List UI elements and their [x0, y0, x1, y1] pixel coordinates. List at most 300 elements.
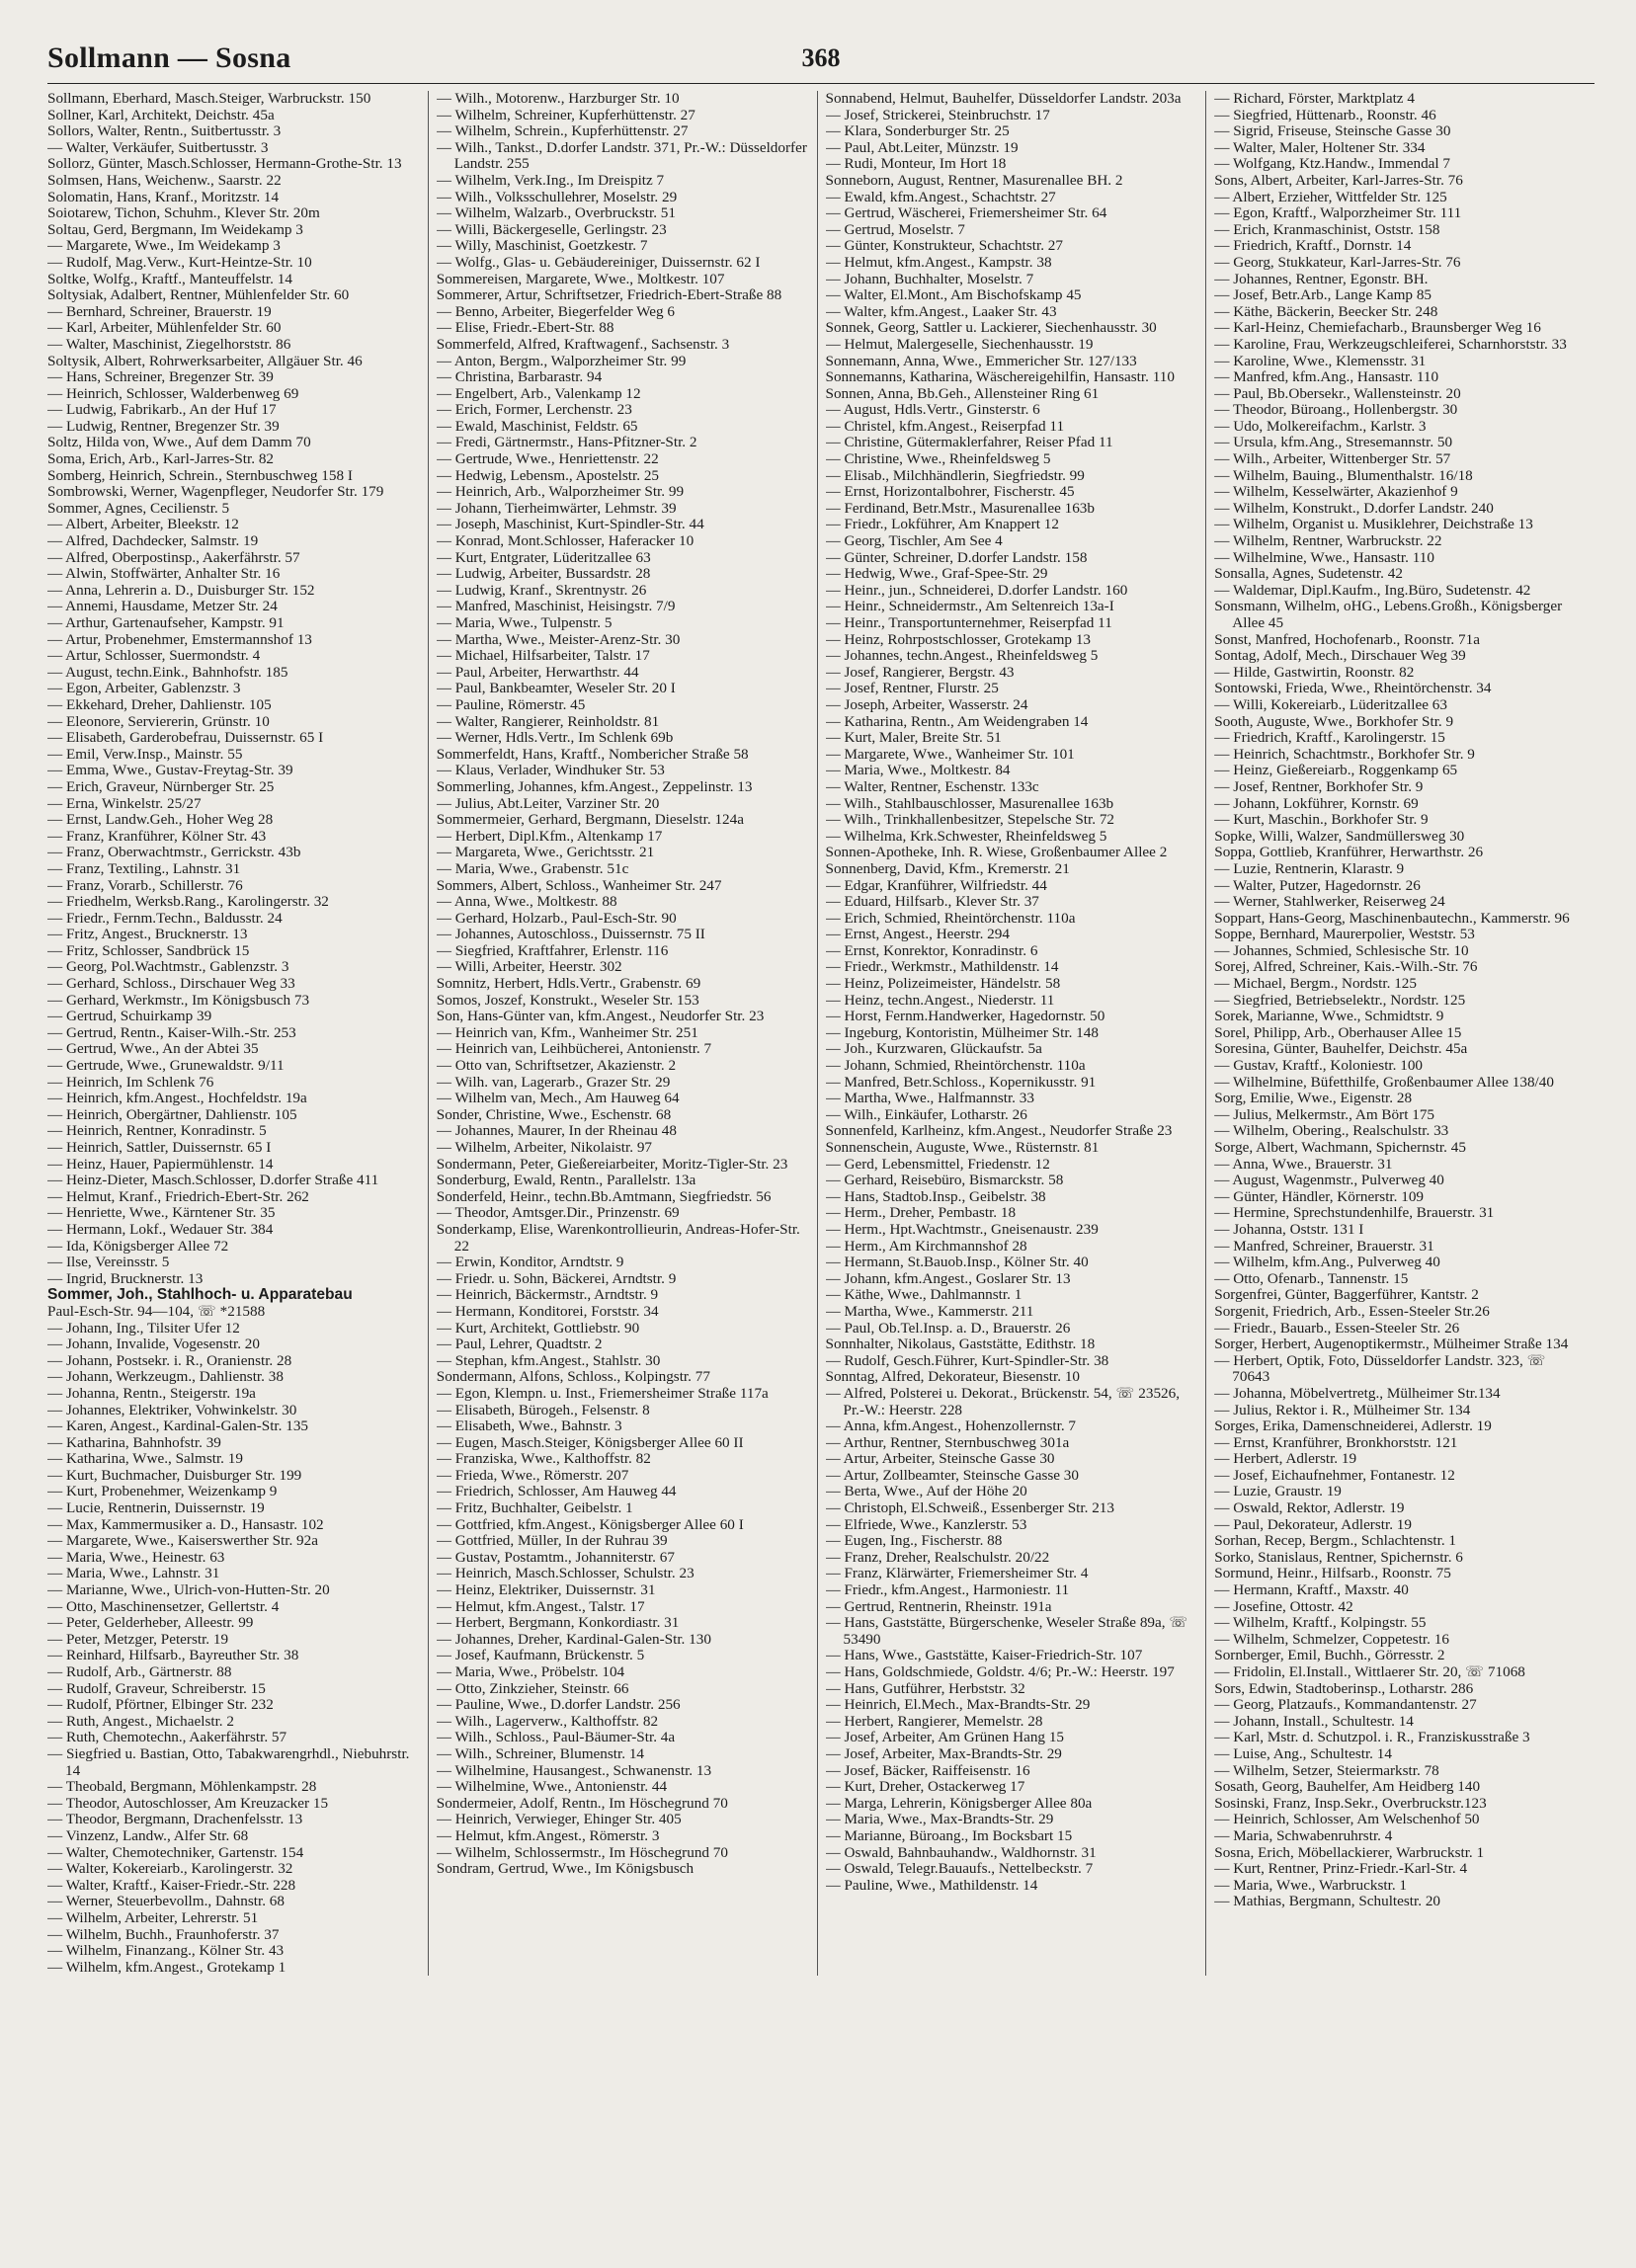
directory-entry: — Hedwig, Lebensm., Apostelstr. 25: [436, 467, 660, 484]
directory-entry: — Wilhelm, Schreiner, Kupferhüttenstr. 27: [436, 107, 695, 123]
directory-entry: — Hermann, Konditorei, Forststr. 34: [436, 1303, 659, 1320]
directory-entry: — Josef, Bäcker, Raiffeisenstr. 16: [825, 1762, 1030, 1779]
page-header: [47, 38, 1595, 84]
directory-entry: — Karoline, Frau, Werkzeugschleiferei, Scharnhorststr. 33: [1214, 336, 1567, 353]
column-1: [47, 91, 428, 1976]
directory-entry: Sollorz, Günter, Masch.Schlosser, Hermann-Grothe-Str. 13: [47, 156, 402, 173]
directory-entry: — Pauline, Römerstr. 45: [436, 696, 586, 713]
directory-entry: Sorgenfrei, Günter, Baggerführer, Kantstr. 2: [1214, 1287, 1479, 1304]
directory-entry: — Erich, Graveur, Nürnberger Str. 25: [47, 778, 275, 795]
directory-entry: — Ferdinand, Betr.Mstr., Masurenallee 163b: [825, 500, 1095, 517]
directory-entry: — Artur, Schlosser, Suermondstr. 4: [47, 648, 261, 665]
directory-entry: Sorges, Erika, Damenschneiderei, Adlerstr. 19: [1214, 1418, 1492, 1435]
directory-entry: — Elisabeth, Garderobefrau, Duissernstr. 65 I: [47, 730, 324, 747]
directory-entry: Sommerfeldt, Hans, Kraftf., Nombericher Straße 58: [436, 746, 749, 763]
directory-entry: Sooth, Auguste, Wwe., Borkhofer Str. 9: [1214, 713, 1454, 730]
directory-entry: — Josef, Eichaufnehmer, Fontanestr. 12: [1214, 1467, 1455, 1484]
directory-entry: — Heinr., jun., Schneiderei, D.dorfer Landstr. 160: [825, 582, 1128, 599]
directory-entry: — Erich, Former, Lerchenstr. 23: [436, 402, 632, 419]
directory-entry: — Gottfried, kfm.Angest., Königsberger Allee 60 I: [436, 1516, 744, 1533]
directory-entry: — Julius, Rektor i. R., Mülheimer Str. 134: [1214, 1402, 1471, 1418]
directory-entry: — Otto van, Schriftsetzer, Akazienstr. 2: [436, 1058, 677, 1075]
directory-entry: — Rudolf, Arb., Gärtnerstr. 88: [47, 1664, 232, 1680]
directory-entry: — Johann, kfm.Angest., Goslarer Str. 13: [825, 1270, 1071, 1287]
directory-entry: — Paul, Arbeiter, Herwarthstr. 44: [436, 664, 639, 681]
directory-entry: — Günter, Händler, Körnerstr. 109: [1214, 1188, 1425, 1205]
directory-entry: — Günter, Schreiner, D.dorfer Landstr. 158: [825, 549, 1088, 566]
directory-entry: — Joh., Kurzwaren, Glückaufstr. 5a: [825, 1041, 1042, 1058]
directory-entry: — Johann, Invalide, Vogesenstr. 20: [47, 1336, 260, 1353]
directory-entry: Sorgenit, Friedrich, Arb., Essen-Steeler Str.26: [1214, 1303, 1490, 1320]
directory-entry: — Oswald, Bahnbauhandw., Waldhornstr. 31: [825, 1844, 1097, 1861]
directory-entry: — Helmut, Kranf., Friedrich-Ebert-Str. 262: [47, 1188, 309, 1205]
directory-entry: — Marianne, Büroang., Im Bocksbart 15: [825, 1827, 1073, 1844]
directory-entry: — Arthur, Gartenaufseher, Kampstr. 91: [47, 615, 285, 631]
directory-entry: — Josef, Kaufmann, Brückenstr. 5: [436, 1648, 645, 1664]
directory-entry: — Egon, Kraftf., Walporzheimer Str. 111: [1214, 205, 1462, 222]
directory-entry: — Ludwig, Arbeiter, Bussardstr. 28: [436, 566, 651, 583]
directory-entry: — Wilhelm, Kesselwärter, Akazienhof 9: [1214, 484, 1458, 501]
directory-entry: — Johann, Install., Schultestr. 14: [1214, 1713, 1414, 1730]
directory-entry: — Kurt, Probenehmer, Weizenkamp 9: [47, 1484, 278, 1500]
directory-entry: Sommerfeld, Alfred, Kraftwagenf., Sachsenstr. 3: [436, 336, 730, 353]
directory-entry: — Luzie, Rentnerin, Klarastr. 9: [1214, 860, 1405, 877]
directory-entry: — Herbert, Rangierer, Memelstr. 28: [825, 1713, 1043, 1730]
directory-entry: — Helmut, kfm.Angest., Talstr. 17: [436, 1598, 645, 1615]
directory-entry: — Heinrich, Obergärtner, Dahlienstr. 105: [47, 1106, 297, 1123]
directory-entry: — Kurt, Rentner, Prinz-Friedr.-Karl-Str. 4: [1214, 1861, 1468, 1878]
directory-entry: Sondermann, Alfons, Schloss., Kolpingstr. 77: [436, 1369, 710, 1386]
directory-entry: — Rudi, Monteur, Im Hort 18: [825, 156, 1007, 173]
directory-entry: — Albert, Arbeiter, Bleekstr. 12: [47, 517, 239, 533]
directory-entry: — Henriette, Wwe., Kärntener Str. 35: [47, 1205, 276, 1222]
directory-entry: — Hans, Wwe., Gaststätte, Kaiser-Friedrich-Str. 107: [825, 1648, 1143, 1664]
directory-entry: — Heinrich, Schlosser, Am Welschenhof 50: [1214, 1812, 1480, 1828]
directory-entry: — Johanna, Oststr. 131 I: [1214, 1221, 1364, 1238]
directory-entry: — Heinrich, Im Schlenk 76: [47, 1074, 214, 1091]
directory-entry: — Johann, Buchhalter, Moselstr. 7: [825, 271, 1034, 287]
directory-entry: Sopke, Willi, Walzer, Sandmüllersweg 30: [1214, 828, 1465, 845]
directory-entry: — Peter, Metzger, Peterstr. 19: [47, 1631, 229, 1648]
directory-entry: Sonder, Christine, Wwe., Eschenstr. 68: [436, 1106, 672, 1123]
directory-entry: — Gertrud, Wäscherei, Friemersheimer Str. 64: [825, 205, 1107, 222]
directory-entry: — Anna, Lehrerin a. D., Duisburger Str. 152: [47, 582, 315, 599]
directory-entry: — Rudolf, Gesch.Führer, Kurt-Spindler-Str. 38: [825, 1352, 1109, 1369]
directory-entry: Sonnenschein, Auguste, Wwe., Rüsternstr. 81: [825, 1140, 1100, 1156]
directory-entry: — Theodor, Amtsger.Dir., Prinzenstr. 69: [436, 1205, 680, 1222]
directory-entry: — Alfred, Dachdecker, Salmstr. 19: [47, 533, 259, 550]
directory-columns: [47, 91, 1595, 1976]
directory-entry: — Marianne, Wwe., Ulrich-von-Hutten-Str. 20: [47, 1582, 330, 1599]
directory-entry: — Erwin, Konditor, Arndtstr. 9: [436, 1255, 624, 1271]
directory-entry: — Heinz, Elektriker, Duissernstr. 31: [436, 1582, 656, 1599]
directory-entry: — Artur, Probenehmer, Emstermannshof 13: [47, 631, 312, 648]
directory-entry: — Pauline, Wwe., Mathildenstr. 14: [825, 1877, 1038, 1894]
directory-entry: — Michael, Bergm., Nordstr. 125: [1214, 976, 1417, 993]
directory-entry: Sommereisen, Margarete, Wwe., Moltkestr. 107: [436, 271, 725, 287]
directory-entry: Paul-Esch-Str. 94—104, ☏ *21588: [47, 1303, 266, 1320]
directory-entry: — Martha, Wwe., Meister-Arenz-Str. 30: [436, 631, 681, 648]
directory-entry: — Eduard, Hilfsarb., Klever Str. 37: [825, 894, 1039, 911]
directory-entry: — Helmut, kfm.Angest., Kampstr. 38: [825, 254, 1052, 271]
directory-entry: — Willi, Bäckergeselle, Gerlingstr. 23: [436, 221, 667, 238]
directory-entry: Soppart, Hans-Georg, Maschinenbautechn., Kammerstr. 96: [1214, 910, 1570, 927]
directory-entry: Somos, Joszef, Konstrukt., Weseler Str. 153: [436, 992, 699, 1009]
directory-entry: — Udo, Molkereifachm., Karlstr. 3: [1214, 418, 1427, 435]
directory-entry: — Gerd, Lebensmittel, Friedenstr. 12: [825, 1156, 1050, 1173]
directory-entry: — Manfred, Betr.Schloss., Kopernikusstr. 91: [825, 1074, 1097, 1091]
directory-entry: — Theodor, Autoschlosser, Am Kreuzacker 15: [47, 1795, 329, 1812]
directory-entry: — Emma, Wwe., Gustav-Freytag-Str. 39: [47, 763, 293, 779]
directory-entry: — Hans, Stadtob.Insp., Geibelstr. 38: [825, 1188, 1046, 1205]
directory-entry: — Wilhelmine, Wwe., Hansastr. 110: [1214, 549, 1434, 566]
directory-entry: — Elisab., Milchhändlerin, Siegfriedstr. 99: [825, 467, 1085, 484]
directory-entry: — Friedr. u. Sohn, Bäckerei, Arndtstr. 9: [436, 1270, 677, 1287]
directory-entry: — Hans, Goldschmiede, Goldstr. 4/6; Pr.-W.: Heerstr. 197: [825, 1664, 1175, 1680]
directory-entry: — Heinr., Schneidermstr., Am Seltenreich 13a-I: [825, 599, 1114, 615]
directory-entry: — Benno, Arbeiter, Biegerfelder Weg 6: [436, 303, 675, 320]
directory-entry: — Ewald, kfm.Angest., Schachtstr. 27: [825, 189, 1056, 205]
directory-entry: — Siegfried, Kraftfahrer, Erlenstr. 116: [436, 942, 669, 959]
directory-entry: — Wilhelmine, Hausangest., Schwanenstr. 13: [436, 1762, 712, 1779]
directory-entry: — Anna, Wwe., Brauerstr. 31: [1214, 1156, 1393, 1173]
directory-entry: — Josef, Arbeiter, Max-Brandts-Str. 29: [825, 1745, 1062, 1762]
column-4: [1205, 91, 1595, 1976]
directory-entry: — Paul, Dekorateur, Adlerstr. 19: [1214, 1516, 1412, 1533]
directory-entry: — Johann, Tierheimwärter, Lehmstr. 39: [436, 500, 677, 517]
column-3: [817, 91, 1206, 1976]
directory-entry: — Wolfg., Glas- u. Gebäudereiniger, Duissernstr. 62 I: [436, 254, 761, 271]
directory-entry: — Oswald, Telegr.Bauaufs., Nettelbeckstr. 7: [825, 1861, 1094, 1878]
directory-entry: — Herm., Dreher, Pembastr. 18: [825, 1205, 1017, 1222]
directory-entry: — Fridolin, El.Install., Wittlaerer Str. 20, ☏ 71068: [1214, 1664, 1525, 1680]
directory-entry: — Günter, Konstrukteur, Schachtstr. 27: [825, 238, 1063, 255]
directory-entry: — Eleonore, Serviererin, Grünstr. 10: [47, 713, 270, 730]
directory-entry: — Hans, Gaststätte, Bürgerschenke, Weseler Straße 89a, ☏ 53490: [825, 1615, 1188, 1648]
directory-entry: — Walter, Putzer, Hagedornstr. 26: [1214, 877, 1421, 894]
directory-entry: — Theobald, Bergmann, Möhlenkampstr. 28: [47, 1779, 317, 1796]
directory-entry: — Wilhelm, kfm.Angest., Grotekamp 1: [47, 1959, 286, 1976]
directory-entry: — Reinhard, Hilfsarb., Bayreuther Str. 38: [47, 1648, 299, 1664]
directory-entry: Sondram, Gertrud, Wwe., Im Königsbusch: [436, 1861, 695, 1878]
directory-entry: — Fredi, Gärtnermstr., Hans-Pfitzner-Str. 2: [436, 435, 697, 451]
directory-entry: — Alwin, Stoffwärter, Anhalter Str. 16: [47, 566, 281, 583]
directory-entry: — Christine, Gütermaklerfahrer, Reiser Pfad 11: [825, 435, 1113, 451]
directory-entry: — Wilh., Arbeiter, Wittenberger Str. 57: [1214, 451, 1451, 468]
directory-entry: — Waldemar, Dipl.Kaufm., Ing.Büro, Sudetenstr. 42: [1214, 582, 1531, 599]
directory-entry: — Wilhelm, Schrein., Kupferhüttenstr. 27: [436, 123, 689, 140]
directory-entry: — Maria, Wwe., Grabenstr. 51c: [436, 860, 629, 877]
directory-entry: — August, Wagenmstr., Pulverweg 40: [1214, 1173, 1444, 1189]
directory-entry: — Heinrich, Bäckermstr., Arndtstr. 9: [436, 1287, 659, 1304]
directory-entry: — Friedrich, Kraftf., Dornstr. 14: [1214, 238, 1412, 255]
directory-entry: — Friedhelm, Werksb.Rang., Karolingerstr. 32: [47, 894, 329, 911]
directory-entry: — Heinr., Transportunternehmer, Reiserpfad 11: [825, 615, 1112, 631]
directory-entry: — Ludwig, Fabrikarb., An der Huf 17: [47, 402, 277, 419]
directory-entry: — Walter, Chemotechniker, Gartenstr. 154: [47, 1844, 304, 1861]
directory-entry: — Wilh., Tankst., D.dorfer Landstr. 371, Pr.-W.: Düsseldorfer Landstr. 255: [436, 139, 807, 173]
directory-entry: Soltysik, Albert, Rohrwerksarbeiter, Allgäuer Str. 46: [47, 353, 363, 369]
directory-entry: — Katharina, Rentn., Am Weidengraben 14: [825, 713, 1089, 730]
directory-entry: — Paul, Ob.Tel.Insp. a. D., Brauerstr. 26: [825, 1320, 1071, 1336]
directory-entry: Soltau, Gerd, Bergmann, Im Weidekamp 3: [47, 221, 303, 238]
directory-entry: — Paul, Lehrer, Quadtstr. 2: [436, 1336, 603, 1353]
directory-entry: Sonnek, Georg, Sattler u. Lackierer, Siechenhausstr. 30: [825, 320, 1157, 337]
directory-entry: — Heinrich, Masch.Schlosser, Schulstr. 23: [436, 1566, 695, 1582]
directory-entry: — Artur, Arbeiter, Steinsche Gasse 30: [825, 1451, 1055, 1468]
directory-entry: — Friedrich, Kraftf., Karolingerstr. 15: [1214, 730, 1445, 747]
directory-entry: — Gertrude, Wwe., Henriettenstr. 22: [436, 451, 659, 468]
directory-entry: — Siegfried, Betriebselektr., Nordstr. 125: [1214, 992, 1466, 1009]
directory-entry: — Alfred, Polsterei u. Dekorat., Brückenstr. 54, ☏ 23526, Pr.-W.: Heerstr. 228: [825, 1385, 1181, 1418]
directory-entry: — Wilh., Trinkhallenbesitzer, Stepelsche Str. 72: [825, 812, 1115, 829]
directory-entry: — Walter, Maschinist, Ziegelhorststr. 86: [47, 336, 291, 353]
directory-entry: — Berta, Wwe., Auf der Höhe 20: [825, 1484, 1027, 1500]
directory-entry: — Wilh., Einkäufer, Lotharstr. 26: [825, 1106, 1027, 1123]
directory-entry: — Josef, Betr.Arb., Lange Kamp 85: [1214, 287, 1432, 304]
directory-entry: Sons, Albert, Arbeiter, Karl-Jarres-Str. 76: [1214, 172, 1463, 189]
directory-entry: — Wilhelm, Rentner, Warbruckstr. 22: [1214, 533, 1442, 550]
directory-entry: Sommer, Joh., Stahlhoch- u. Apparatebau: [47, 1287, 353, 1304]
directory-entry: — Eugen, Masch.Steiger, Königsberger Allee 60 II: [436, 1434, 744, 1451]
directory-entry: — Katharina, Bahnhofstr. 39: [47, 1434, 221, 1451]
directory-entry: — Maria, Wwe., Heinestr. 63: [47, 1549, 225, 1566]
directory-entry: — Oswald, Rektor, Adlerstr. 19: [1214, 1500, 1405, 1517]
directory-entry: — Ernst, Angest., Heerstr. 294: [825, 927, 1010, 943]
directory-entry: — Martha, Wwe., Kammerstr. 211: [825, 1303, 1034, 1320]
directory-entry: Sorger, Herbert, Augenoptikermstr., Mülheimer Straße 134: [1214, 1336, 1569, 1353]
directory-entry: Sondermeier, Adolf, Rentn., Im Höschegrund 70: [436, 1795, 728, 1812]
directory-entry: Sommerer, Artur, Schriftsetzer, Friedrich-Ebert-Straße 88: [436, 287, 782, 304]
directory-entry: — Wilhelm, Walzarb., Overbruckstr. 51: [436, 205, 676, 222]
directory-entry: Solmsen, Hans, Weichenw., Saarstr. 22: [47, 172, 282, 189]
directory-entry: — Walter, Kraftf., Kaiser-Friedr.-Str. 228: [47, 1877, 296, 1894]
directory-entry: — Maria, Wwe., Moltkestr. 84: [825, 763, 1011, 779]
directory-entry: Sommers, Albert, Schloss., Wanheimer Str. 247: [436, 877, 722, 894]
directory-entry: Sonderkamp, Elise, Warenkontrollieurin, Andreas-Hofer-Str. 22: [436, 1221, 800, 1255]
directory-entry: Somnitz, Herbert, Hdls.Vertr., Grabenstr. 69: [436, 976, 701, 993]
directory-entry: — Herm., Hpt.Wachtmstr., Gneisenaustr. 239: [825, 1221, 1099, 1238]
directory-entry: — Johann, Schmied, Rheintörchenstr. 110a: [825, 1058, 1086, 1075]
directory-entry: — Georg, Stukkateur, Karl-Jarres-Str. 76: [1214, 254, 1461, 271]
directory-entry: — Friedrich, Schlosser, Am Hauweg 44: [436, 1484, 677, 1500]
directory-entry: — Mathias, Bergmann, Schultestr. 20: [1214, 1894, 1441, 1910]
directory-entry: Sornberger, Emil, Buchh., Görresstr. 2: [1214, 1648, 1445, 1664]
directory-entry: — Klaus, Verlader, Windhuker Str. 53: [436, 763, 665, 779]
directory-entry: — Wilh., Schloss., Paul-Bäumer-Str. 4a: [436, 1730, 676, 1746]
directory-entry: — Gerhard, Reisebüro, Bismarckstr. 58: [825, 1173, 1064, 1189]
directory-entry: — Marga, Lehrerin, Königsberger Allee 80a: [825, 1795, 1093, 1812]
directory-entry: — Maria, Schwabenruhrstr. 4: [1214, 1827, 1393, 1844]
directory-entry: — Karen, Angest., Kardinal-Galen-Str. 135: [47, 1418, 309, 1435]
directory-entry: — Erich, Schmied, Rheintörchenstr. 110a: [825, 910, 1076, 927]
directory-entry: Sombrowski, Werner, Wagenpfleger, Neudorfer Str. 179: [47, 484, 384, 501]
directory-entry: — Heinrich, Rentner, Konradinstr. 5: [47, 1123, 267, 1140]
directory-entry: — Willi, Kokereiarb., Lüderitzallee 63: [1214, 696, 1447, 713]
directory-entry: — Konrad, Mont.Schlosser, Haferacker 10: [436, 533, 695, 550]
directory-entry: — Walter, Rentner, Eschenstr. 133c: [825, 778, 1039, 795]
directory-entry: Sonnhalter, Nikolaus, Gaststätte, Edithstr. 18: [825, 1336, 1096, 1353]
directory-entry: — Johannes, Rentner, Egonstr. BH.: [1214, 271, 1429, 287]
directory-entry: — Annemi, Hausdame, Metzer Str. 24: [47, 599, 278, 615]
directory-entry: — Hedwig, Wwe., Graf-Spee-Str. 29: [825, 566, 1048, 583]
directory-entry: — Elisabeth, Bürogeh., Felsenstr. 8: [436, 1402, 650, 1418]
directory-entry: Sonnenberg, David, Kfm., Kremerstr. 21: [825, 860, 1070, 877]
directory-entry: — Ludwig, Kranf., Skrentnystr. 26: [436, 582, 647, 599]
directory-entry: Sollmann, Eberhard, Masch.Steiger, Warbruckstr. 150: [47, 91, 371, 107]
directory-entry: — Eugen, Ing., Fischerstr. 88: [825, 1533, 1003, 1550]
directory-entry: Sorek, Marianne, Wwe., Schmidtstr. 9: [1214, 1009, 1444, 1025]
directory-entry: — Karl, Mstr. d. Schutzpol. i. R., Franziskusstraße 3: [1214, 1730, 1530, 1746]
directory-entry: — Wilh. van, Lagerarb., Grazer Str. 29: [436, 1074, 671, 1091]
directory-entry: — Walter, Maler, Holtener Str. 334: [1214, 139, 1426, 156]
directory-entry: — Friedr., Werkmstr., Mathildenstr. 14: [825, 959, 1059, 976]
directory-entry: — Kurt, Dreher, Ostackerweg 17: [825, 1779, 1025, 1796]
directory-entry: — Frieda, Wwe., Römerstr. 207: [436, 1467, 629, 1484]
directory-entry: — Walter, Rangierer, Reinholdstr. 81: [436, 713, 660, 730]
directory-entry: — Wilhelm, Verk.Ing., Im Dreispitz 7: [436, 172, 665, 189]
directory-entry: — Heinrich, Verwieger, Ehinger Str. 405: [436, 1812, 682, 1828]
directory-entry: — Heinrich, Schachtmstr., Borkhofer Str. 9: [1214, 746, 1475, 763]
directory-entry: — Heinrich, Sattler, Duissernstr. 65 I: [47, 1140, 272, 1156]
directory-entry: Soltke, Wolfg., Kraftf., Manteuffelstr. 14: [47, 271, 292, 287]
directory-entry: — Engelbert, Arb., Valenkamp 12: [436, 385, 641, 402]
directory-entry: — Klara, Sonderburger Str. 25: [825, 123, 1010, 140]
directory-entry: — Wilhelm, kfm.Ang., Pulverweg 40: [1214, 1255, 1440, 1271]
directory-entry: — Johannes, Elektriker, Vohwinkelstr. 30: [47, 1402, 297, 1418]
directory-entry: Sorel, Philipp, Arb., Oberhauser Allee 15: [1214, 1024, 1462, 1041]
directory-entry: — Max, Kammermusiker a. D., Hansastr. 102: [47, 1516, 324, 1533]
directory-entry: — Wilhelm, Bauing., Blumenthalstr. 16/18: [1214, 467, 1473, 484]
directory-entry: — Wilhelmine, Wwe., Antonienstr. 44: [436, 1779, 668, 1796]
directory-entry: — Ernst, Landw.Geh., Hoher Weg 28: [47, 812, 274, 829]
directory-entry: — Heinrich, El.Mech., Max-Brandts-Str. 29: [825, 1697, 1091, 1714]
directory-entry: — Joseph, Maschinist, Kurt-Spindler-Str. 44: [436, 517, 704, 533]
directory-entry: — Fritz, Schlosser, Sandbrück 15: [47, 942, 250, 959]
directory-entry: — August, Hdls.Vertr., Ginsterstr. 6: [825, 402, 1040, 419]
directory-entry: — Wilh., Volksschullehrer, Moselstr. 29: [436, 189, 678, 205]
directory-entry: — Egon, Arbeiter, Gablenzstr. 3: [47, 681, 241, 697]
directory-entry: — Johanna, Möbelvertretg., Mülheimer Str.134: [1214, 1385, 1501, 1402]
directory-entry: Sonnen, Anna, Bb.Geh., Allensteiner Ring 61: [825, 385, 1100, 402]
directory-entry: — Franz, Oberwachtmstr., Gerrickstr. 43b: [47, 845, 301, 861]
directory-entry: — Joseph, Arbeiter, Wasserstr. 24: [825, 696, 1028, 713]
directory-entry: — Hans, Schreiner, Bregenzer Str. 39: [47, 369, 274, 386]
directory-entry: — Paul, Bankbeamter, Weseler Str. 20 I: [436, 681, 676, 697]
directory-entry: — Wilhelm, Schmelzer, Coppetestr. 16: [1214, 1631, 1449, 1648]
directory-entry: — Albert, Erzieher, Wittfelder Str. 125: [1214, 189, 1447, 205]
directory-entry: — Gertrud, Rentn., Kaiser-Wilh.-Str. 253: [47, 1024, 296, 1041]
directory-entry: — Käthe, Wwe., Dahlmannstr. 1: [825, 1287, 1022, 1304]
directory-entry: — Manfred, Schreiner, Brauerstr. 31: [1214, 1238, 1434, 1255]
directory-entry: — Josef, Rentner, Flurstr. 25: [825, 681, 999, 697]
directory-entry: — Ingeburg, Kontoristin, Mülheimer Str. 148: [825, 1024, 1099, 1041]
directory-entry: — Hermann, St.Bauob.Insp., Kölner Str. 40: [825, 1255, 1089, 1271]
directory-entry: — Käthe, Bäckerin, Beecker Str. 248: [1214, 303, 1438, 320]
directory-entry: — Katharina, Wwe., Salmstr. 19: [47, 1451, 243, 1468]
directory-entry: — Kurt, Buchmacher, Duisburger Str. 199: [47, 1467, 302, 1484]
directory-entry: — Hermann, Lokf., Wedauer Str. 384: [47, 1221, 274, 1238]
directory-entry: Sollner, Karl, Architekt, Deichstr. 45a: [47, 107, 275, 123]
directory-entry: — Gustav, Kraftf., Koloniestr. 100: [1214, 1058, 1424, 1075]
directory-entry: — Kurt, Maler, Breite Str. 51: [825, 730, 1002, 747]
directory-entry: — Walter, kfm.Angest., Laaker Str. 43: [825, 303, 1057, 320]
header-names-range: Sollmann — Sosna: [47, 41, 291, 74]
directory-entry: — Christina, Barbarastr. 94: [436, 369, 603, 386]
directory-entry: Sonnen-Apotheke, Inh. R. Wiese, Großenbaumer Allee 2: [825, 845, 1168, 861]
directory-entry: — Paul, Bb.Obersekr., Wallensteinstr. 20: [1214, 385, 1461, 402]
directory-entry: — Werner, Stahlwerker, Reiserweg 24: [1214, 894, 1445, 911]
directory-entry: — Anna, kfm.Angest., Hohenzollernstr. 7: [825, 1418, 1077, 1435]
directory-entry: — Wilhelmine, Büfetthilfe, Großenbaumer Allee 138/40: [1214, 1074, 1554, 1091]
directory-entry: Sormund, Heinr., Hilfsarb., Roonstr. 75: [1214, 1566, 1451, 1582]
directory-entry: — Ernst, Konrektor, Konradinstr. 6: [825, 942, 1038, 959]
directory-entry: Sonderfeld, Heinr., techn.Bb.Amtmann, Siegfriedstr. 56: [436, 1188, 772, 1205]
directory-entry: — Franz, Dreher, Realschulstr. 20/22: [825, 1549, 1050, 1566]
directory-entry: Sonst, Manfred, Hochofenarb., Roonstr. 71a: [1214, 631, 1480, 648]
directory-entry: Sontag, Adolf, Mech., Dirschauer Weg 39: [1214, 648, 1466, 665]
directory-entry: Sommer, Agnes, Cecilienstr. 5: [47, 500, 230, 517]
directory-entry: — Heinz-Dieter, Masch.Schlosser, D.dorfer Straße 411: [47, 1173, 379, 1189]
directory-entry: — Richard, Förster, Marktplatz 4: [1214, 91, 1415, 107]
directory-entry: — Franz, Textiling., Lahnstr. 31: [47, 860, 241, 877]
directory-entry: — Franz, Kranführer, Kölner Str. 43: [47, 828, 267, 845]
directory-entry: Sonnemann, Anna, Wwe., Emmericher Str. 127/133: [825, 353, 1137, 369]
directory-entry: — Josefine, Ottostr. 42: [1214, 1598, 1353, 1615]
column-2: [428, 91, 817, 1976]
directory-entry: Soltz, Hilda von, Wwe., Auf dem Damm 70: [47, 435, 311, 451]
directory-entry: Sonneborn, August, Rentner, Masurenallee BH. 2: [825, 172, 1123, 189]
directory-entry: — Heinz, Hauer, Papiermühlenstr. 14: [47, 1156, 274, 1173]
directory-entry: — Ida, Königsberger Allee 72: [47, 1238, 229, 1255]
directory-entry: — Elisabeth, Wwe., Bahnstr. 3: [436, 1418, 622, 1435]
directory-entry: — Anna, Wwe., Moltkestr. 88: [436, 894, 617, 911]
directory-entry: Sommermeier, Gerhard, Bergmann, Dieselstr. 124a: [436, 812, 744, 829]
directory-entry: — Erich, Kranmaschinist, Oststr. 158: [1214, 221, 1440, 238]
directory-entry: — Wilhelm, Konstrukt., D.dorfer Landstr. 240: [1214, 500, 1494, 517]
directory-entry: — Heinrich van, Kfm., Wanheimer Str. 251: [436, 1024, 698, 1041]
directory-entry: — Otto, Maschinensetzer, Gellertstr. 4: [47, 1598, 280, 1615]
directory-entry: — Herbert, Bergmann, Konkordiastr. 31: [436, 1615, 680, 1632]
directory-entry: — Julius, Abt.Leiter, Varziner Str. 20: [436, 795, 660, 812]
directory-entry: — Johann, Ing., Tilsiter Ufer 12: [47, 1320, 240, 1336]
directory-entry: — Wilhelm, Finanzang., Kölner Str. 43: [47, 1943, 285, 1960]
directory-entry: — Wilhelm van, Mech., Am Hauweg 64: [436, 1091, 680, 1107]
directory-entry: — Gustav, Postamtm., Johanniterstr. 67: [436, 1549, 675, 1566]
directory-entry: — Erna, Winkelstr. 25/27: [47, 795, 202, 812]
directory-entry: — Johannes, Maurer, In der Rheinau 48: [436, 1123, 677, 1140]
directory-entry: Sorge, Albert, Wachmann, Spichernstr. 45: [1214, 1140, 1466, 1156]
directory-entry: — Stephan, kfm.Angest., Stahlstr. 30: [436, 1352, 661, 1369]
directory-entry: — Walter, El.Mont., Am Bischofskamp 45: [825, 287, 1082, 304]
directory-entry: — Wilhelm, Obering., Realschulstr. 33: [1214, 1123, 1449, 1140]
directory-entry: — Gertrud, Rentnerin, Rheinstr. 191a: [825, 1598, 1052, 1615]
directory-entry: — Arthur, Rentner, Sternbuschweg 301a: [825, 1434, 1070, 1451]
directory-entry: — Gertrude, Wwe., Grunewaldstr. 9/11: [47, 1058, 285, 1075]
directory-entry: — Walter, Kokereiarb., Karolingerstr. 32: [47, 1861, 293, 1878]
directory-entry: — Paul, Abt.Leiter, Münzstr. 19: [825, 139, 1019, 156]
directory-entry: — Horst, Fernm.Handwerker, Hagedornstr. 50: [825, 1009, 1105, 1025]
directory-entry: — Anton, Bergm., Walporzheimer Str. 99: [436, 353, 687, 369]
directory-entry: — Friedr., Fernm.Techn., Baldusstr. 24: [47, 910, 283, 927]
directory-entry: — Margarete, Wwe., Kaiserswerther Str. 92a: [47, 1533, 318, 1550]
directory-entry: — Christine, Wwe., Rheinfeldsweg 5: [825, 451, 1051, 468]
directory-entry: — Otto, Zinkzieher, Steinstr. 66: [436, 1680, 629, 1697]
directory-entry: Sosath, Georg, Bauhelfer, Am Heidberg 140: [1214, 1779, 1481, 1796]
directory-entry: — Josef, Strickerei, Steinbruchstr. 17: [825, 107, 1050, 123]
directory-entry: — Wilhelm, Setzer, Steiermarkstr. 78: [1214, 1762, 1439, 1779]
directory-entry: — Heinz, Rohrpostschlosser, Grotekamp 13: [825, 631, 1092, 648]
